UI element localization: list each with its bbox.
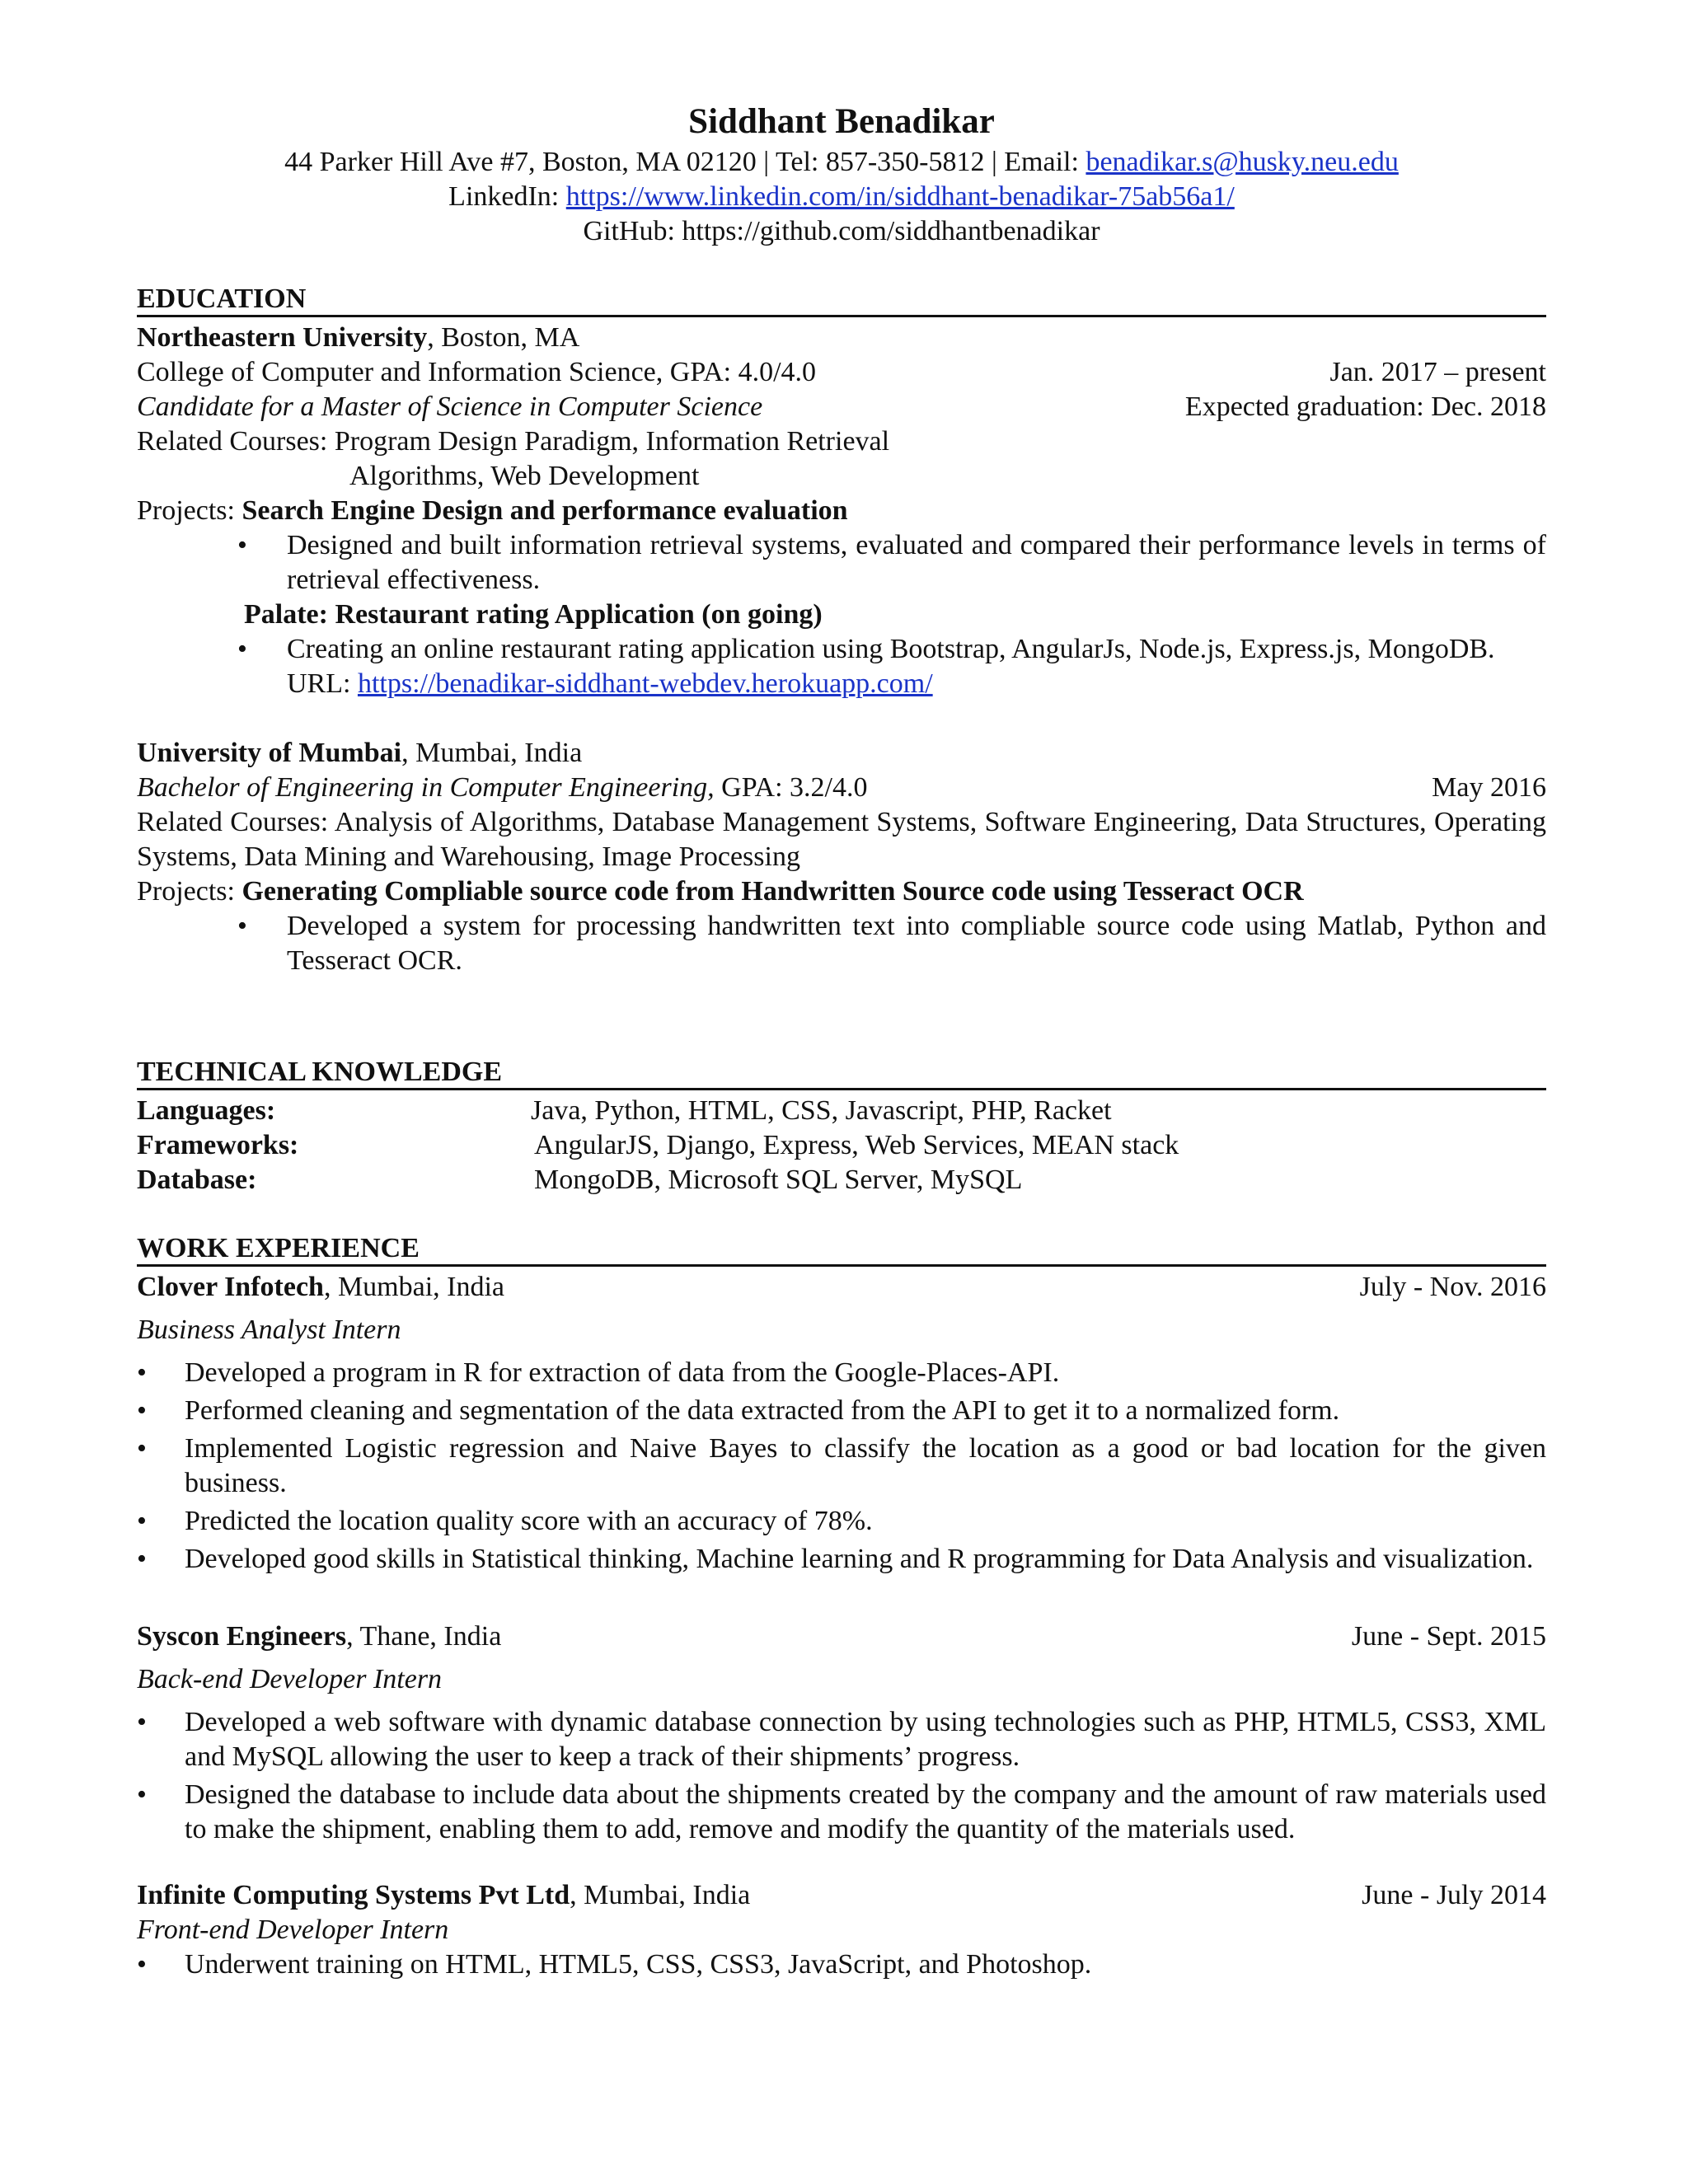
- github-line: GitHub: https://github.com/siddhantbenadikar: [583, 216, 1100, 246]
- mumbai-dates: May 2016: [1432, 772, 1546, 803]
- job2-bullet-text: Designed the database to include data about the shipments created by the company and the amount of raw materials used to make the shipment, enabling them to add, remove and modify the quantity of the materials used.: [185, 1779, 1546, 1844]
- job2-bullet: [137, 1705, 1546, 1774]
- bullet-icon: •: [137, 1395, 147, 1426]
- job2-dates: June - Sept. 2015: [1351, 1621, 1546, 1652]
- neu-school-line: [137, 321, 1546, 355]
- job1-bullet: [137, 1542, 1546, 1577]
- job2-location: , Thane, India: [346, 1621, 502, 1652]
- neu-project1-text: Designed and built information retrieval systems, evaluated and compared their performance levels in terms of retrieval effectiveness.: [287, 530, 1546, 595]
- neu-project2-url-label: URL:: [287, 668, 358, 699]
- neu-project2-url[interactable]: https://benadikar-siddhant-webdev.herokuapp.com/: [357, 668, 933, 699]
- job1-company: Clover Infotech: [137, 1272, 324, 1302]
- tech-row-languages: [137, 1094, 1546, 1128]
- tech-row-frameworks: [137, 1128, 1546, 1163]
- job3-role: Front-end Developer Intern: [137, 1915, 449, 1945]
- spacer: [137, 1847, 1546, 1878]
- work-heading: WORK EXPERIENCE: [137, 1233, 1546, 1267]
- mumbai-gpa: GPA: 3.2/4.0: [714, 772, 868, 803]
- job1-location: , Mumbai, India: [323, 1272, 505, 1302]
- job3-company: Infinite Computing Systems Pvt Ltd: [137, 1880, 570, 1910]
- tech-value: MongoDB, Microsoft SQL Server, MySQL: [534, 1165, 1023, 1195]
- linkedin-label: LinkedIn:: [448, 181, 566, 212]
- tech-label: Languages:: [137, 1095, 276, 1126]
- education-section: [137, 284, 1546, 978]
- neu-project2-bullet: [137, 632, 1546, 667]
- mumbai-projects-line: [137, 874, 1546, 909]
- neu-location: , Boston, MA: [427, 322, 580, 353]
- tech-label: Frameworks:: [137, 1130, 299, 1160]
- mumbai-project-text: Developed a system for processing handwritten text into compliable source code using Matlab, Python and Tesseract OCR.: [287, 911, 1546, 976]
- mumbai-project-bullet: [137, 909, 1546, 978]
- candidate-name: Siddhant Benadikar: [688, 102, 995, 141]
- neu-degree-row: [137, 390, 1546, 424]
- job3-header: [137, 1878, 1546, 1913]
- neu-project2-title: Palate: Restaurant rating Application (on going): [244, 599, 823, 630]
- neu-projects-label: Projects:: [137, 495, 242, 526]
- work-section: [137, 1233, 1546, 1982]
- mumbai-school: University of Mumbai: [137, 738, 402, 768]
- tech-label: Database:: [137, 1165, 257, 1195]
- job1-bullet-text: Developed good skills in Statistical thinking, Machine learning and R programming for Data Analysis and visualization.: [185, 1544, 1534, 1574]
- job1-bullet-text: Performed cleaning and segmentation of the data extracted from the API to get it to a normalized form.: [185, 1395, 1340, 1426]
- education-heading: EDUCATION: [137, 284, 1546, 317]
- bullet-icon: •: [137, 1544, 147, 1574]
- job1-bullet-text: Predicted the location quality score with an accuracy of 78%.: [185, 1506, 873, 1536]
- job3-dates: June - July 2014: [1362, 1880, 1546, 1910]
- job1-role: Business Analyst Intern: [137, 1315, 401, 1345]
- neu-college-row: [137, 355, 1546, 390]
- technical-section: [137, 1057, 1546, 1197]
- job1-bullet: [137, 1432, 1546, 1501]
- neu-graduation: Expected graduation: Dec. 2018: [1184, 391, 1546, 422]
- job2-role: Back-end Developer Intern: [137, 1664, 443, 1694]
- neu-courses-line1: Related Courses: Program Design Paradigm, Information Retrieval: [137, 426, 890, 457]
- job1-bullet: [137, 1394, 1546, 1428]
- neu-dates: Jan. 2017 – present: [1329, 357, 1546, 387]
- job3-bullet: [137, 1947, 1546, 1982]
- job3-location: , Mumbai, India: [570, 1880, 751, 1910]
- mumbai-project-title: Generating Compliable source code from Handwritten Source code using Tesseract OCR: [241, 876, 1304, 907]
- bullet-icon: •: [237, 530, 247, 560]
- neu-projects-line: [137, 494, 1546, 528]
- job1-bullet: [137, 1356, 1546, 1390]
- email-link[interactable]: benadikar.s@husky.neu.edu: [1085, 147, 1399, 177]
- job1-bullet-text: Implemented Logistic regression and Naive Bayes to classify the location as a good or bad location for the given business.: [185, 1433, 1546, 1498]
- bullet-icon: •: [137, 1357, 147, 1388]
- contact-line: [137, 145, 1546, 180]
- bullet-icon: •: [137, 1707, 147, 1737]
- bullet-icon: •: [137, 1506, 147, 1536]
- mumbai-courses: Related Courses: Analysis of Algorithms, Database Management Systems, Software Engineering, Data Structures, Operating Systems, Data Mining and Warehousing, Image Processing: [137, 807, 1546, 872]
- linkedin-link[interactable]: https://www.linkedin.com/in/siddhant-benadikar-75ab56a1/: [565, 181, 1235, 212]
- linkedin-line: [137, 180, 1546, 214]
- neu-project2-url-line: [137, 667, 1546, 701]
- job2-bullet: [137, 1778, 1546, 1847]
- job3-bullet-text: Underwent training on HTML, HTML5, CSS, CSS3, JavaScript, and Photoshop.: [185, 1949, 1092, 1980]
- job1-bullet: [137, 1504, 1546, 1539]
- mumbai-degree-row: [137, 771, 1546, 805]
- mumbai-degree: Bachelor of Engineering in Computer Engineering,: [137, 772, 715, 803]
- bullet-icon: •: [237, 911, 247, 941]
- neu-project1-bullet: [137, 528, 1546, 598]
- tech-row-database: [137, 1163, 1546, 1197]
- neu-project1-title: Search Engine Design and performance evaluation: [241, 495, 848, 526]
- bullet-icon: •: [137, 1433, 147, 1464]
- bullet-icon: •: [237, 634, 247, 664]
- job2-bullet-text: Developed a web software with dynamic database connection by using technologies such as PHP, HTML5, CSS3, XML and MySQL allowing the user to keep a track of their shipments’ progress.: [185, 1707, 1546, 1772]
- address-phone: 44 Parker Hill Ave #7, Boston, MA 02120 | Tel: 857-350-5812 | Email:: [284, 147, 1086, 177]
- spacer: [137, 1577, 1546, 1619]
- neu-degree: Candidate for a Master of Science in Computer Science: [137, 391, 763, 422]
- neu-school: Northeastern University: [137, 322, 428, 353]
- neu-college: College of Computer and Information Science, GPA: 4.0/4.0: [137, 357, 817, 387]
- resume-header: [137, 99, 1546, 249]
- tech-value: AngularJS, Django, Express, Web Services, MEAN stack: [534, 1130, 1179, 1160]
- tech-value: Java, Python, HTML, CSS, Javascript, PHP, Racket: [531, 1095, 1112, 1126]
- mumbai-projects-label: Projects:: [137, 876, 242, 907]
- neu-project2-text: Creating an online restaurant rating application using Bootstrap, AngularJs, Node.js, Express.js, MongoDB.: [287, 634, 1495, 664]
- technical-heading: TECHNICAL KNOWLEDGE: [137, 1057, 1546, 1090]
- job1-bullet-text: Developed a program in R for extraction of data from the Google-Places-API.: [185, 1357, 1060, 1388]
- job1-dates: July - Nov. 2016: [1359, 1272, 1546, 1302]
- bullet-icon: •: [137, 1949, 147, 1980]
- mumbai-school-line: [137, 736, 1546, 771]
- job2-company: Syscon Engineers: [137, 1621, 347, 1652]
- mumbai-location: , Mumbai, India: [401, 738, 583, 768]
- job1-header: [137, 1270, 1546, 1305]
- neu-courses-line2: Algorithms, Web Development: [349, 461, 700, 491]
- bullet-icon: •: [137, 1779, 147, 1810]
- spacer: [137, 701, 1546, 736]
- job2-header: [137, 1619, 1546, 1654]
